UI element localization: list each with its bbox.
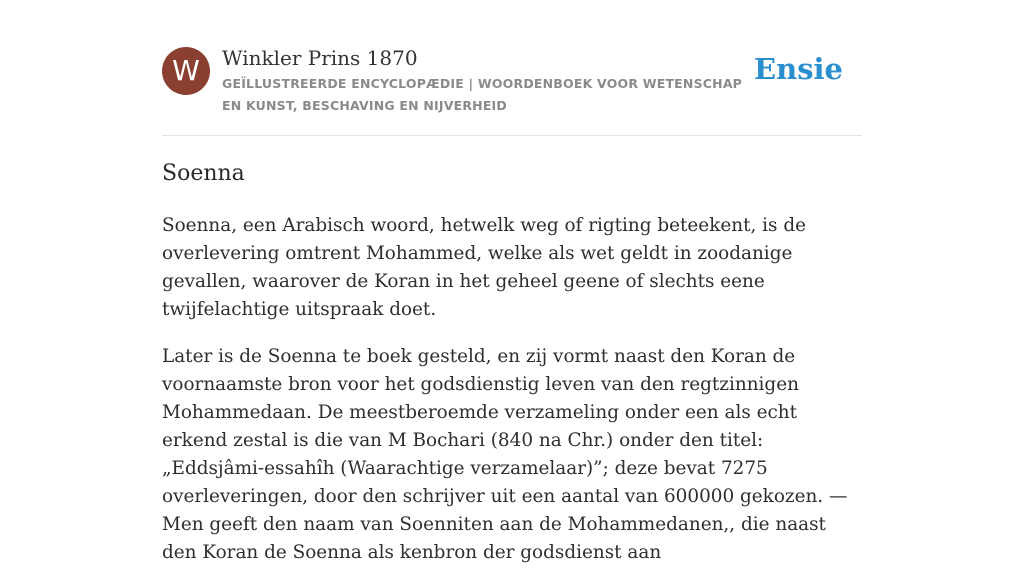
source-subtitle: GEÏLLUSTREERDE ENCYCLOPÆDIE | WOORDENBOEK VOOR WETENSCHAP EN KUNST, BESCHAVING EN NIJVERHEID [222, 76, 743, 113]
entry-body [162, 212, 862, 586]
entry-paragraph-1: Soenna, een Arabisch woord, hetwelk weg of rigting beteekent, is de overlevering omtrent Mohammed, welke als wet geldt in zoodanige gevallen, waarover de Koran in het geheel geene of slechts eene twijfelachtige uitspraak doet. [162, 215, 806, 320]
entry-title: Soenna [162, 161, 245, 186]
entry-paragraph-2: Later is de Soenna te boek gesteld, en zij vormt naast den Koran de voornaamste bron voor het godsdienstig leven van den regtzinnigen Mohammedaan. De meestberoemde verzameling onder een als echt erkend zestal is die van M Bochari (840 na Chr.) onder den titel: „Eddsjâmi-essahîh (Waarachtige verzamelaar)”; deze bevat 7275 overleveringen, door den schrijver uit een aantal van 600000 gekozen. — Men geeft den naam van Soenniten aan de Mohammedanen,, die naast den Koran de Soenna als kenbron der godsdienst aan [162, 346, 848, 563]
article-page [162, 0, 862, 563]
source-avatar[interactable]: W [162, 47, 210, 95]
source-info [222, 45, 762, 117]
ensie-logo[interactable]: Ensie [754, 52, 843, 86]
source-header [162, 45, 862, 135]
header-divider [162, 135, 862, 136]
source-title[interactable]: Winkler Prins 1870 [222, 46, 418, 70]
